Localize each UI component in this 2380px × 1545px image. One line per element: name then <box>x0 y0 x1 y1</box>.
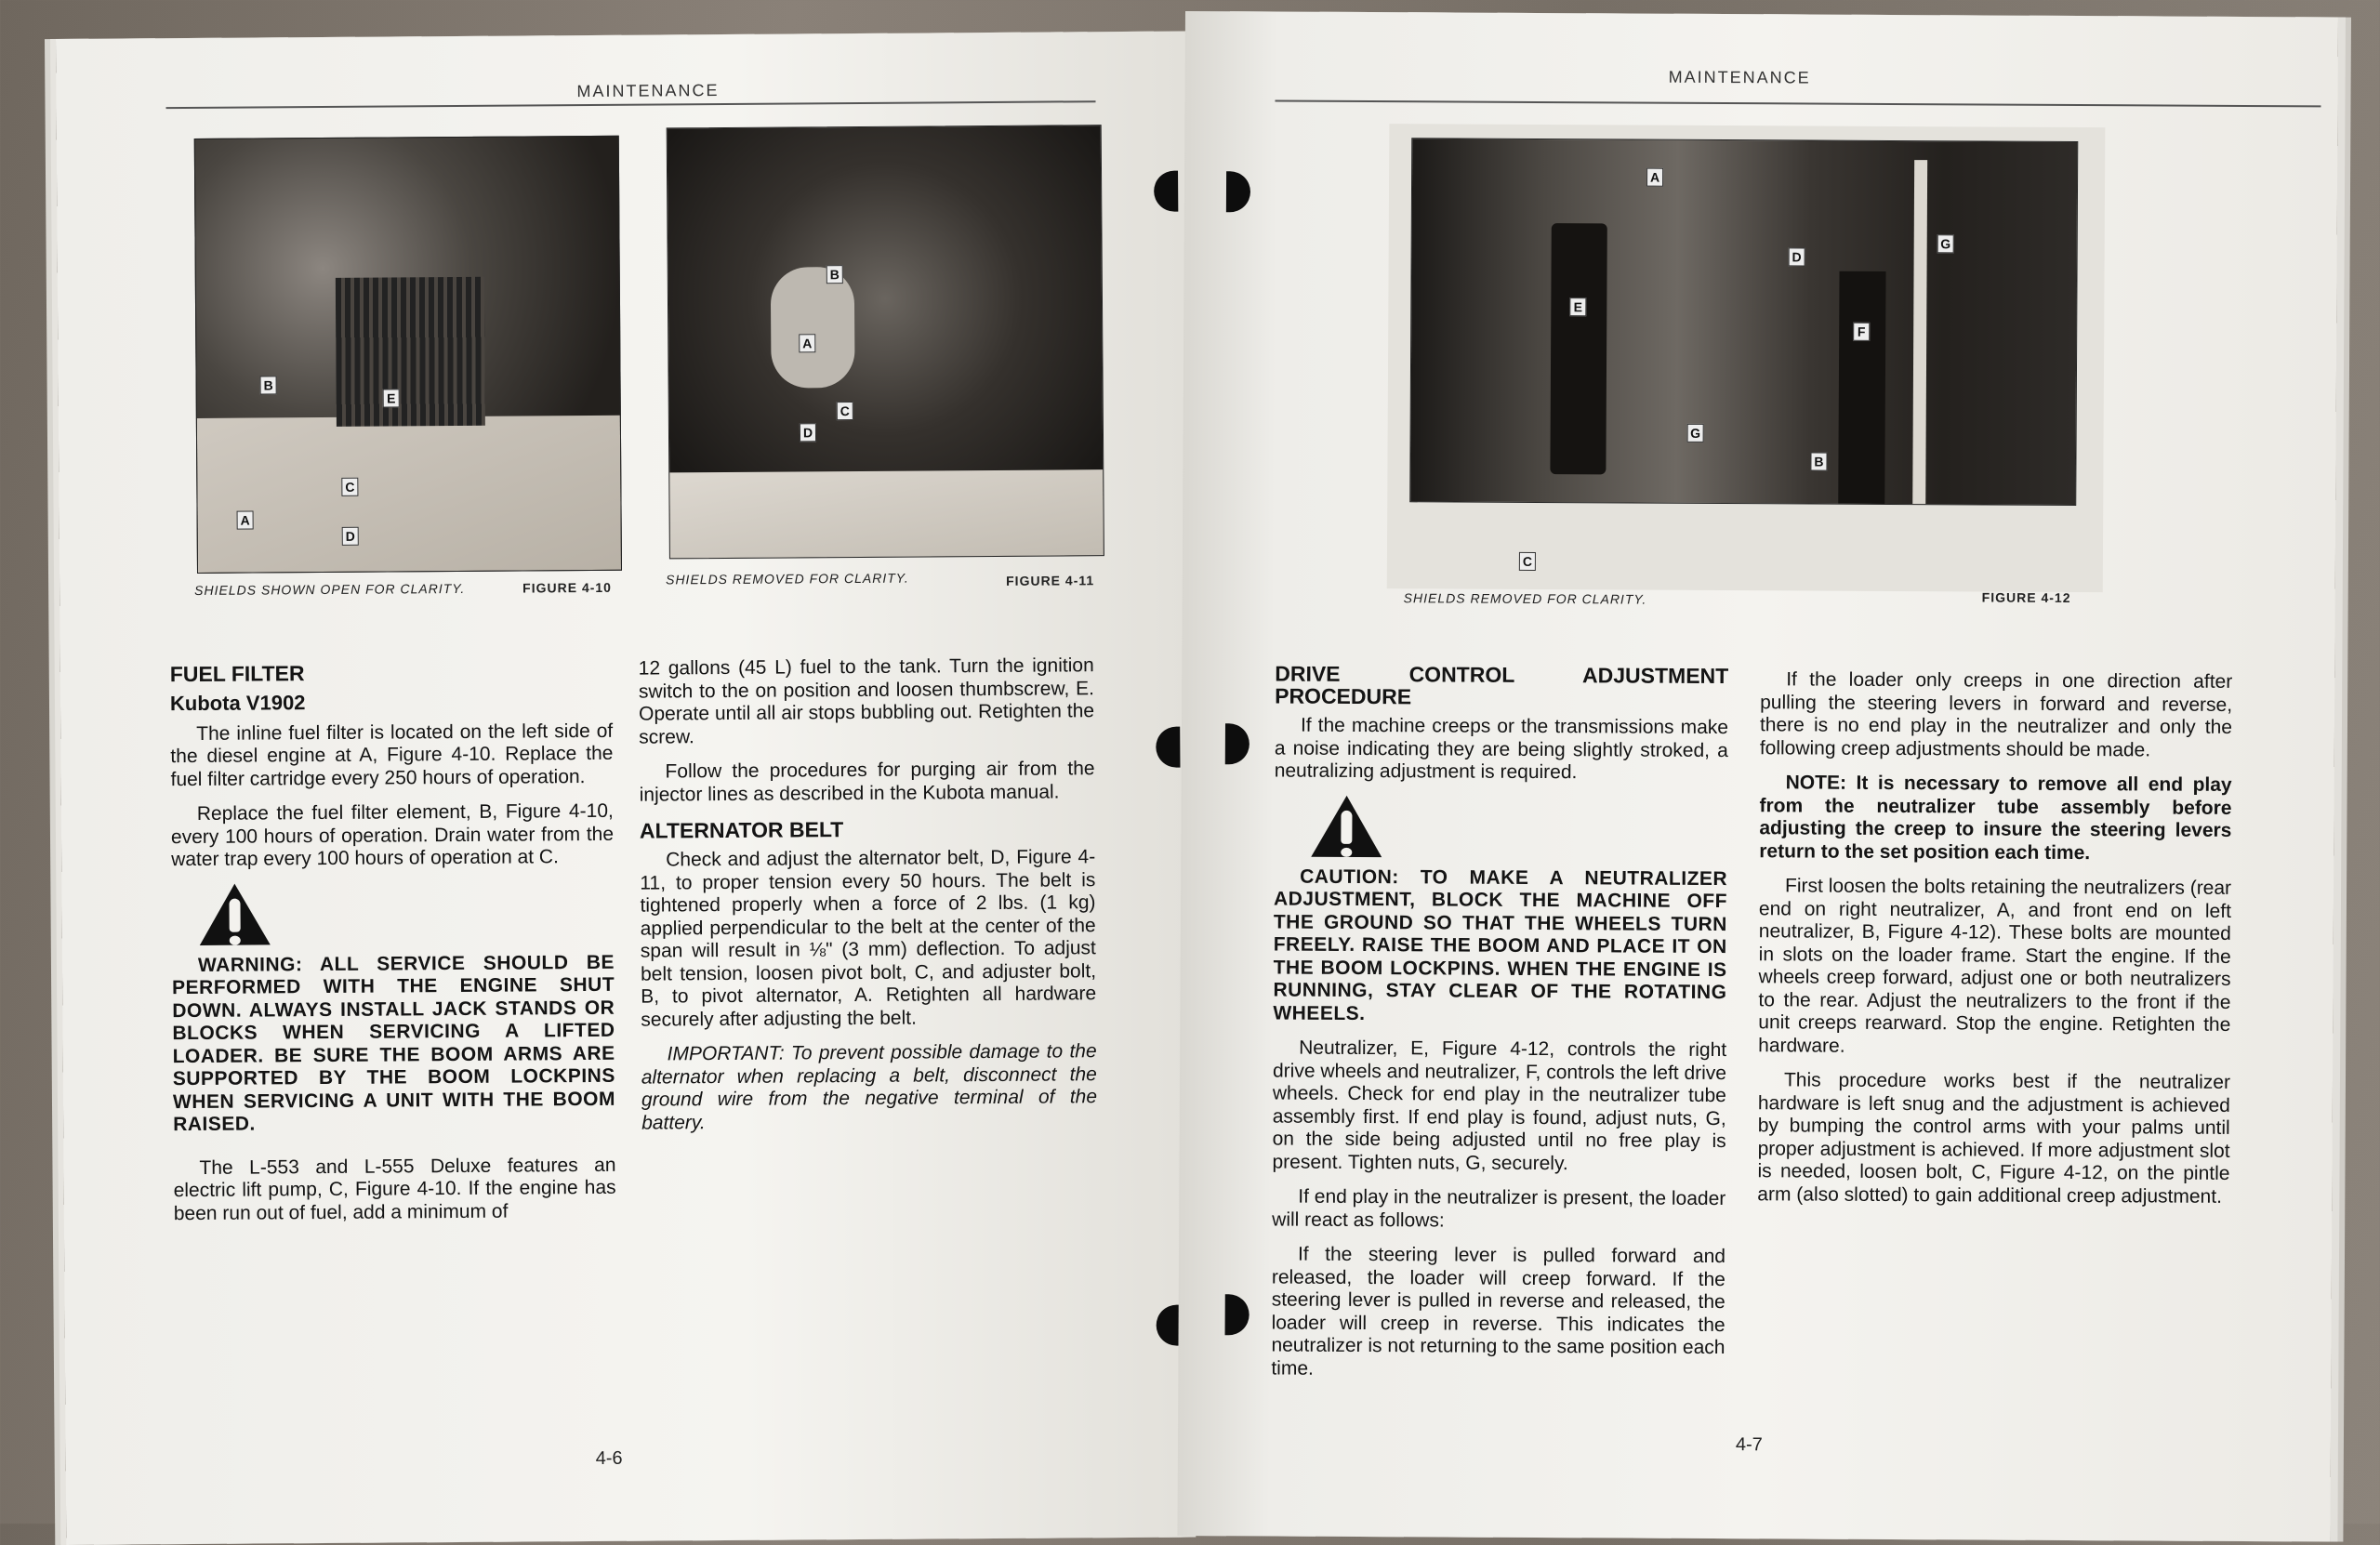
header-rule <box>166 100 1096 109</box>
warning-triangle-icon <box>199 883 270 945</box>
header-rule <box>1275 100 2320 108</box>
callout-g: G <box>1687 424 1704 442</box>
figure-4-10-photo <box>194 136 622 574</box>
figure-4-12-photo <box>1409 138 2078 506</box>
callout-g: G <box>1937 234 1954 253</box>
binding-hole <box>1156 727 1180 768</box>
section-heading: FUEL FILTER <box>169 661 305 687</box>
warning-text: WARNING: ALL SERVICE SHOULD BE PERFORMED WITH THE ENGINE SHUT DOWN. ALWAYS INSTALL JACK STANDS OR BLOCKS WHEN SERVICING A LIFTED LOADER. BE SURE THE BOOM ARMS ARE SUPPORTED BY THE BOOM LOCKPINS WHEN SERVICING A UNIT WITH THE BOOM RAISED. <box>172 951 616 1136</box>
callout-a: A <box>237 511 254 530</box>
callout-a: A <box>799 334 815 352</box>
left-page <box>56 32 1196 1545</box>
paragraph: Replace the fuel filter element, B, Figure 4-10, every 100 hours of operation. Drain water from the water trap every 100 hours of operation at C. <box>170 799 615 871</box>
figure-caption: SHIELDS REMOVED FOR CLARITY. <box>666 570 909 588</box>
page-header: MAINTENANCE <box>1668 67 1811 87</box>
paragraph: 12 gallons (45 L) fuel to the tank. Turn the ignition switch to the on position and loosen thumbscrew, E. Operate until all air stops bubbling out. Retighten the screw. <box>638 654 1095 748</box>
figure-number: FIGURE 4-10 <box>522 579 613 596</box>
binding-hole <box>1225 723 1250 764</box>
paragraph: Check and adjust the alternator belt, D, Figure 4-11, to proper tension every 50 hours. The belt is tightened properly when a force of 2 lbs. (1 kg) applied perpendicular to the belt at the center of the span will result in ⅛" (3 mm) deflection. To adjust belt tension, loosen pivot bolt, C, and adjuster bolt, B, to pivot alternator, A. Retighten all hardware securely after adjusting the belt. <box>640 846 1097 1031</box>
callout-d: D <box>342 527 359 546</box>
paragraph: Follow the procedures for purging air from the injector lines as described in the Kubota manual. <box>639 758 1095 806</box>
paragraph: If the machine creeps or the transmissions make a noise indicating they are being slightly stroked, a neutralizing adjustment is required. <box>1274 714 1729 784</box>
callout-f: F <box>1853 323 1870 341</box>
text-column-2 <box>1757 668 2232 1221</box>
paragraph: First loosen the bolts retaining the neutralizers (rear end on right neutralizer, A, and front end on left neutralizer, B, Figure 4-12). These bolts are mounted in slots on the loader frame. Start the engine. If the wheels creep forward, adjust one or both neutralizers to the rear. Adjust the neutralizers to the front if the unit creeps rearward. Stop the engine. Retighten the hardware. <box>1758 875 2232 1057</box>
paragraph: This procedure works best if the neutralizer hardware is left snug and the adjustment is achieved by bumping the control arms with your palms until proper adjustment is achieved. If more adjustment slot is needed, loosen bolt, C, Figure 4-12, on the pintle arm (also slotted) to gain additional creep adjustment. <box>1757 1069 2231 1208</box>
paragraph: If end play in the neutralizer is present, the loader will react as follows: <box>1272 1185 1726 1231</box>
callout-d: D <box>1789 247 1805 266</box>
caution-text: CAUTION: TO MAKE A NEUTRALIZER ADJUSTMENT, BLOCK THE MACHINE OFF THE GROUND SO THAT THE WHEELS TURN FREELY. RAISE THE BOOM AND PLACE IT ON THE BOOM LOCKPINS. WHEN THE ENGINE IS RUNNING, STAY CLEAR OF THE ROTATING WHEELS. <box>1273 865 1728 1024</box>
caution-triangle-icon <box>1311 795 1382 856</box>
page-number: 4-6 <box>595 1447 623 1469</box>
figure-number: FIGURE 4-12 <box>1981 589 2071 605</box>
right-page <box>1177 11 2338 1541</box>
text-column-2 <box>639 654 1098 1146</box>
section-heading: ALTERNATOR BELT <box>639 817 844 843</box>
figure-caption: SHIELDS REMOVED FOR CLARITY. <box>1403 590 1647 607</box>
binding-hole <box>1154 171 1178 212</box>
figure-number: FIGURE 4-11 <box>1006 573 1095 588</box>
callout-b: B <box>826 265 843 284</box>
paragraph: The inline fuel filter is located on the left side of the diesel engine at A, Figure 4-10. Replace the fuel filter cartridge every 250 hours of operation. <box>170 720 614 790</box>
callout-c: C <box>341 478 358 496</box>
callout-d: D <box>800 423 816 442</box>
figure-4-11-photo <box>667 125 1104 559</box>
text-column-1 <box>1271 663 1728 1395</box>
binding-hole <box>1225 1294 1250 1335</box>
page-header: MAINTENANCE <box>576 81 720 101</box>
binding-hole <box>1226 171 1250 212</box>
paragraph: If the loader only creeps in one direction after pulling the steering levers in forward and reverse, there is no end play in the neutralizer and only the following creep adjustments should be made. <box>1759 668 2233 760</box>
figure-caption: SHIELDS SHOWN OPEN FOR CLARITY. <box>194 580 466 598</box>
callout-e: E <box>383 389 400 407</box>
paragraph: The L-553 and L-555 Deluxe features an electric lift pump, C, Figure 4-10. If the engine has been run out of fuel, add a minimum of <box>173 1154 616 1224</box>
section-heading: DRIVE CONTROL ADJUSTMENT PROCEDURE <box>1275 661 1729 709</box>
callout-a: A <box>1646 168 1663 187</box>
callout-b: B <box>1810 453 1827 471</box>
callout-e: E <box>1569 297 1586 316</box>
important-note: IMPORTANT: To prevent possible damage to the alternator when replacing a belt, disconnect the ground wire from the negative terminal of the battery. <box>641 1040 1098 1134</box>
binding-hole <box>1157 1305 1181 1346</box>
paragraph: Neutralizer, E, Figure 4-12, controls the right drive wheels and neutralizer, F, controls the left drive wheels. Check for end play in the neutralizer tube assembly first. If end play is found, adjust nuts, G, on the side being adjusted until no free play is present. Tighten nuts, G, securely. <box>1272 1037 1727 1174</box>
callout-c: C <box>837 402 853 420</box>
page-number: 4-7 <box>1735 1434 1763 1456</box>
paragraph: If the steering lever is pulled forward and released, the loader will creep forward. If the steering lever is pulled in reverse and released, the loader will creep in reverse. This indicates the neutralizer is not returning to the same position each time. <box>1271 1243 1726 1380</box>
subheading: Kubota V1902 <box>169 691 306 716</box>
callout-b: B <box>260 376 277 394</box>
text-column-1 <box>170 660 616 1237</box>
callout-c: C <box>1519 552 1536 571</box>
note-text: NOTE: It is necessary to remove all end play from the neutralizer tube assembly before adjusting the creep to insure the steering levers return to the set position each time. <box>1759 772 2232 864</box>
